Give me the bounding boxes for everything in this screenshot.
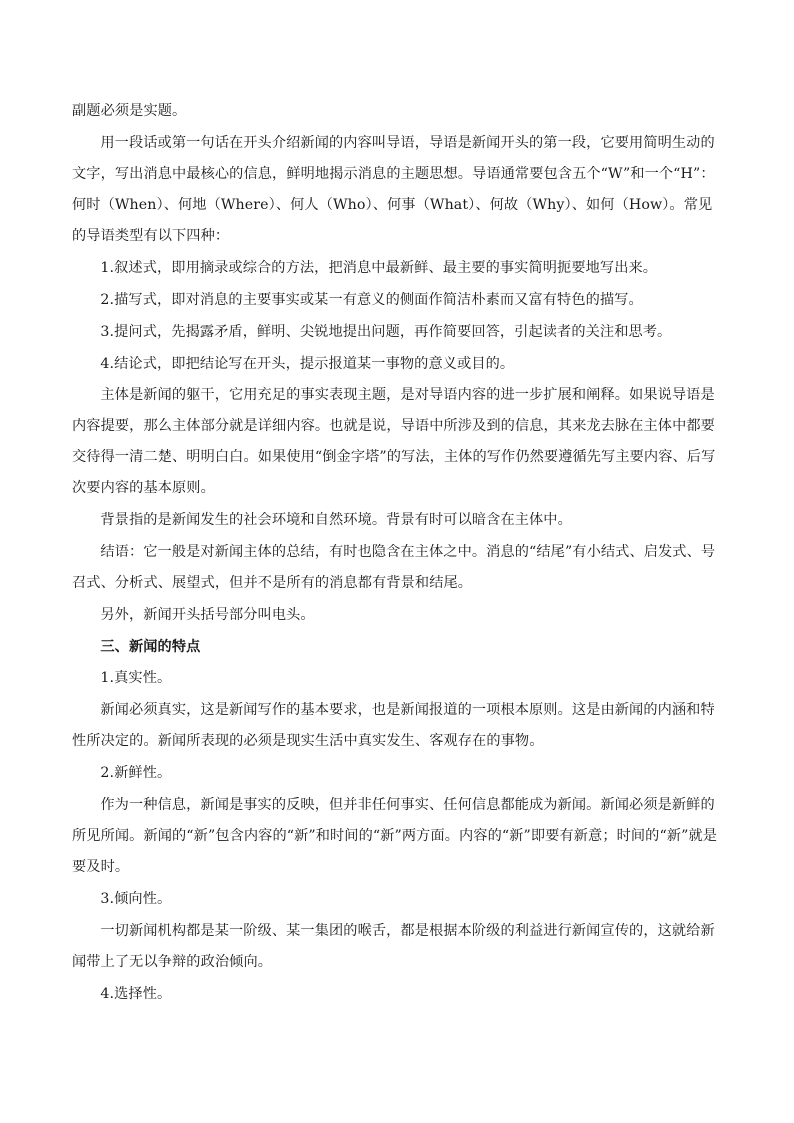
feature-title-tendency: 3.倾向性。 (100, 891, 172, 907)
paragraph-body-definition: 主体是新闻的躯干，它用充足的事实表现主题，是对导语内容的进一步扩展和阐释。如果说导语是内容提要，那么主体部分就是详细内容。也就是说，导语中所涉及到的信息，其来龙去脉在主体中都要交待得一清二楚、明明白白。如果使用“倒金字塔”的写法，主体的写作仍然要遵循先写主要内容、后写次要内容的基本原则。 (72, 387, 716, 496)
list-item-narrative: 1.叙述式，即用摘录或综合的方法，把消息中最新鲜、最主要的事实简明扼要地写出来。 (100, 260, 658, 276)
paragraph-tendency: 一切新闻机构都是某一阶级、某一集团的喉舌，都是根据本阶级的利益进行新闻宣传的，这就给新闻带上了无以争辩的政治倾向。 (72, 923, 715, 970)
feature-title-freshness: 2.新鲜性。 (100, 765, 172, 781)
paragraph-lead-definition: 用一段话或第一句话在开头介绍新闻的内容叫导语，导语是新闻开头的第一段，它要用简明生动的文字，写出消息中最核心的信息，鲜明地揭示消息的主题思想。导语通常要包含五个“W”和一个“H”：何时（When）、何地（Where）、何人（Who）、何事（What）、何故（Why）、如何（How）。常见的导语类型有以下四种： (72, 135, 715, 244)
list-item-descriptive: 2.描写式，即对消息的主要事实或某一有意义的侧面作简洁朴素而又富有特色的描写。 (100, 292, 643, 308)
paragraph-ending: 结语：它一般是对新闻主体的总结，有时也隐含在主体之中。消息的“结尾”有小结式、启发式、号召式、分析式、展望式，但并不是所有的消息都有背景和结尾。 (72, 544, 716, 591)
paragraph-authenticity: 新闻必须真实，这是新闻写作的基本要求，也是新闻报道的一项根本原则。这是由新闻的内涵和特性所决定的。新闻所表现的必须是现实生活中真实发生、客观存在的事物。 (72, 702, 715, 749)
paragraph-freshness: 作为一种信息，新闻是事实的反映，但并非任何事实、任何信息都能成为新闻。新闻必须是新鲜的所见所闻。新闻的“新”包含内容的“新”和时间的“新”两方面。内容的“新”即要有新意；时间的“新”就是要及时。 (72, 797, 718, 875)
list-item-conclusion: 4.结论式，即把结论写在开头，提示报道某一事物的意义或目的。 (100, 356, 515, 372)
feature-title-authenticity: 1.真实性。 (100, 670, 172, 686)
feature-title-selectivity: 4.选择性。 (100, 986, 172, 1002)
paragraph-dateline: 另外，新闻开头括号部分叫电头。 (100, 607, 315, 623)
paragraph-background: 背景指的是新闻发生的社会环境和自然环境。背景有时可以暗含在主体中。 (100, 512, 572, 528)
paragraph-subtitle-note: 副题必须是实题。 (72, 103, 187, 119)
section-heading: 三、新闻的特点 (100, 639, 201, 655)
list-item-question: 3.提问式，先揭露矛盾，鲜明、尖锐地提出问题，再作简要回答，引起读者的关注和思考。 (100, 324, 672, 340)
